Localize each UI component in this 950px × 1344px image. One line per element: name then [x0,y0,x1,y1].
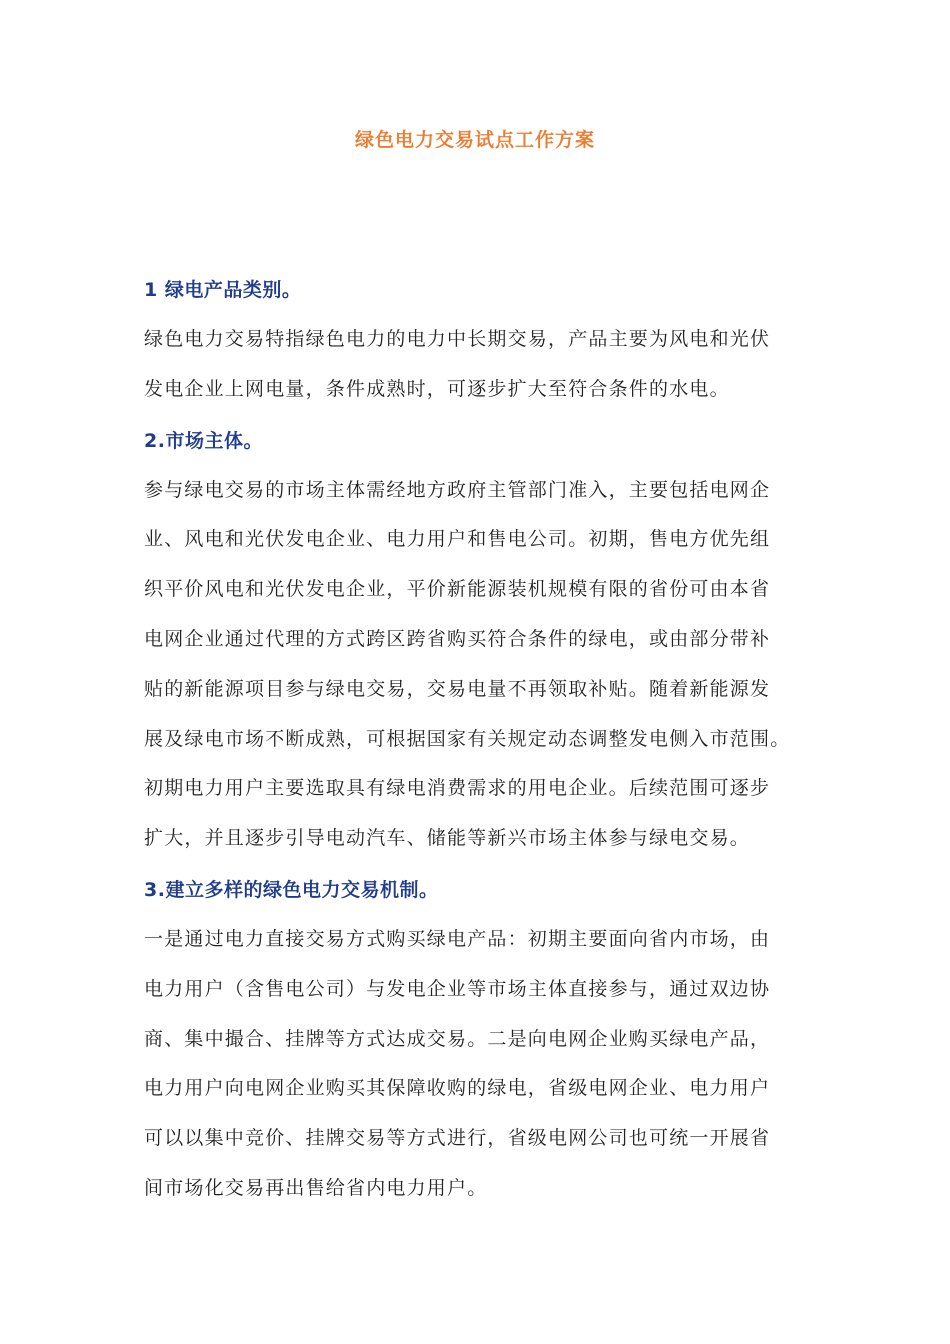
section-paragraph [144,315,824,415]
section-trading-mechanism [144,874,824,1214]
section-market-entities [144,425,824,864]
paragraph-line: 一是通过电力直接交易方式购买绿电产品：初期主要面向省内市场，由 [144,927,771,950]
paragraph-line: 电力用户（含售电公司）与发电企业等市场主体直接参与，通过双边协 [144,977,771,1000]
section-product-category [144,274,824,415]
paragraph-line: 绿色电力交易特指绿色电力的电力中长期交易，产品主要为风电和光伏 [144,328,771,350]
section-heading: 3.建立多样的绿色电力交易机制。 [144,878,439,901]
section-heading: 1 绿电产品类别。 [144,279,302,301]
paragraph-line: 电网企业通过代理的方式跨区跨省购买符合条件的绿电，或由部分带补 [144,627,771,650]
section-paragraph [144,466,824,864]
paragraph-line: 发电企业上网电量，条件成熟时，可逐步扩大至符合条件的水电。 [144,377,730,400]
paragraph-line: 扩大，并且逐步引导电动汽车、储能等新兴市场主体参与绿电交易。 [144,827,751,850]
document-body [144,274,824,1214]
section-paragraph [144,915,824,1214]
paragraph-line: 初期电力用户主要选取具有绿电消费需求的用电企业。后续范围可逐步 [144,777,771,800]
paragraph-line: 参与绿电交易的市场主体需经地方政府主管部门准入，主要包括电网企 [144,478,771,501]
section-heading: 2.市场主体。 [144,429,263,452]
paragraph-line: 贴的新能源项目参与绿电交易，交易电量不再领取补贴。随着新能源发 [144,677,771,700]
paragraph-line: 间市场化交易再出售给省内电力用户。 [144,1176,488,1199]
paragraph-line: 展及绿电市场不断成熟，可根据国家有关规定动态调整发电侧入市范围。 [144,727,791,750]
paragraph-line: 电力用户向电网企业购买其保障收购的绿电，省级电网企业、电力用户 [144,1077,771,1100]
paragraph-line: 织平价风电和光伏发电企业，平价新能源装机规模有限的省份可由本省 [144,578,771,601]
paragraph-line: 商、集中撮合、挂牌等方式达成交易。二是向电网企业购买绿电产品， [144,1027,771,1050]
document-title: 绿色电力交易试点工作方案 [354,129,595,151]
paragraph-line: 业、风电和光伏发电企业、电力用户和售电公司。初期，售电方优先组 [144,528,771,551]
paragraph-line: 可以以集中竞价、挂牌交易等方式进行，省级电网公司也可统一开展省 [144,1127,771,1150]
